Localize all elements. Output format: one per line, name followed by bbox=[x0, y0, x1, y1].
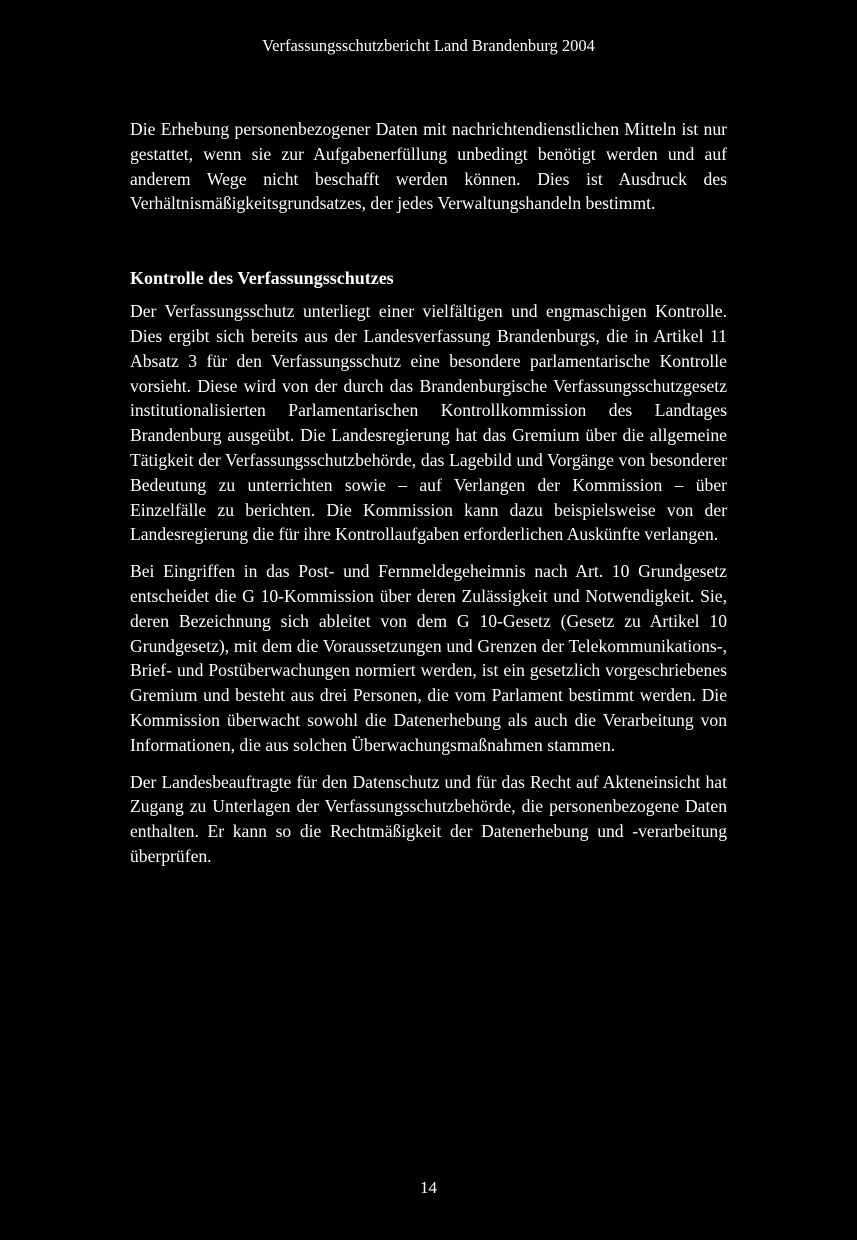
page-content bbox=[130, 117, 727, 881]
paragraph-control: Der Verfassungsschutz unterliegt einer vielfältigen und engmaschigen Kontrolle. Dies ergibt sich bereits aus der Landesverfassung Brandenburgs, die in Artikel 11 Absatz 3 für den Verfassungsschutz eine besondere parlamentarische Kontrolle vorsieht. Diese wird von der durch das Brandenburgische Verfassungsschutzgesetz institutionalisierten Parlamentarischen Kontrollkommission des Landtages Brandenburg ausgeübt. Die Landesregierung hat das Gremium über die allgemeine Tätigkeit der Verfassungsschutzbehörde, das Lagebild und Vorgänge von besonderer Bedeutung zu unterrichten sowie – auf Verlangen der Kommission – über Einzelfälle zu berichten. Die Kommission kann dazu beispielsweise von der Landesregierung die für ihre Kontrollaufgaben erforderlichen Auskünfte verlangen. bbox=[130, 301, 727, 545]
running-header: Verfassungsschutzbericht Land Brandenburg 2004 bbox=[262, 36, 595, 55]
paragraph-data-protection: Der Landesbeauftragte für den Datenschutz und für das Recht auf Akteneinsicht hat Zugang zu Unterlagen der Verfassungsschutzbehörde, die personenbezogene Daten enthalten. Er kann so die Rechtmäßigkeit der Datenerhebung und -verarbeitung überprüfen. bbox=[130, 771, 727, 866]
intro-paragraph: Die Erhebung personenbezogener Daten mit nachrichtendienstlichen Mitteln ist nur gestattet, wenn sie zur Aufgabenerfüllung unbedingt benötigt werden und auf anderem Wege nicht beschafft werden können. Dies ist Ausdruck des Verhältnismäßigkeitsgrundsatzes, der jedes Verwaltungshandeln bestimmt. bbox=[130, 119, 727, 214]
page-number: 14 bbox=[420, 1178, 437, 1197]
paragraph-g10-commission: Bei Eingriffen in das Post- und Fernmeldegeheimnis nach Art. 10 Grundgesetz entscheidet die G 10-Kommission über deren Zulässigkeit und Notwendigkeit. Sie, deren Bezeichnung sich ableitet von dem G 10-Gesetz (Gesetz zu Artikel 10 Grundgesetz), mit dem die Voraussetzungen und Grenzen der Telekommunikations-, Brief- und Postüberwachungen normiert werden, ist ein gesetzlich vorgeschriebenes Gremium und besteht aus drei Personen, die vom Parlament bestimmt werden. Die Kommission überwacht sowohl die Datenerhebung als auch die Verarbeitung von Informationen, die aus solchen Überwachungsmaßnahmen stammen. bbox=[130, 561, 727, 755]
section-heading: Kontrolle des Verfassungsschutzes bbox=[130, 268, 394, 289]
